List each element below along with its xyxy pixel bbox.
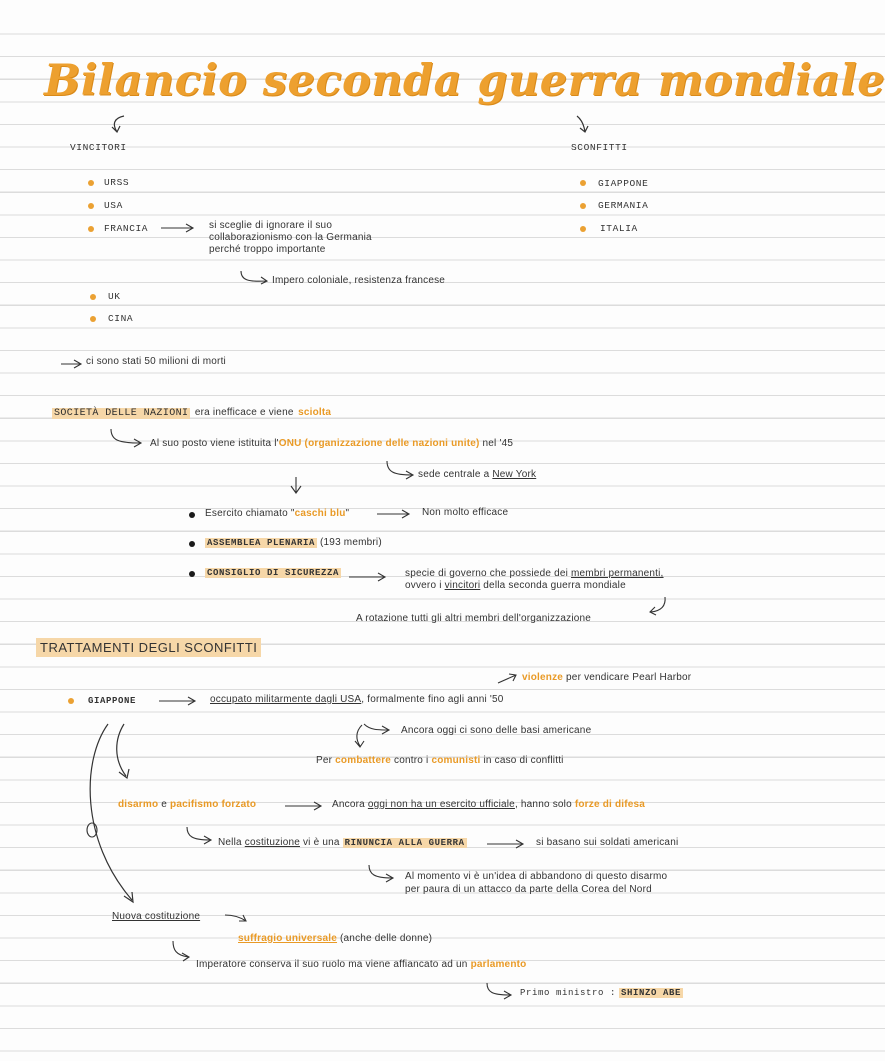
soldiers-note: si basano sui soldati americani	[536, 837, 679, 848]
arrow-up-right-icon	[496, 671, 520, 687]
pm-line: Primo ministro : SHINZO ABE	[520, 988, 682, 998]
winner-item: URSS	[104, 177, 130, 188]
arrow-right-icon	[284, 800, 324, 812]
arrow-bend-right-icon	[108, 428, 144, 448]
bullet-dot-icon	[189, 512, 195, 518]
bases-note: Ancora oggi ci sono delle basi americane	[401, 725, 592, 736]
arrow-right-icon	[158, 695, 198, 707]
bullet-dot-icon	[189, 541, 195, 547]
bullet-dot-icon	[88, 203, 94, 209]
bullet-dot-icon	[580, 226, 586, 232]
loser-item: GIAPPONE	[598, 178, 649, 189]
arrow-right-icon	[60, 358, 84, 370]
arrow-right-icon	[348, 571, 388, 583]
deaths-note: ci sono stati 50 milioni di morti	[86, 356, 226, 367]
winner-item: CINA	[108, 313, 134, 324]
france-note: si sceglie di ignorare il suo collaborazionismo con la Germania perché troppo importante	[209, 220, 372, 255]
arrow-branch-icon	[352, 722, 392, 750]
winner-item: UK	[108, 291, 121, 302]
bullet-dot-icon	[90, 294, 96, 300]
idea-note: Al momento vi è un'idea di abbandono di questo disarmo per paura di un attacco da parte della Corea del Nord	[405, 871, 668, 895]
no-army-line: Ancora oggi non ha un esercito ufficiale, hanno solo forze di difesa	[332, 799, 646, 810]
hq-line: sede centrale a New York	[418, 469, 537, 480]
losers-heading: SCONFITTI	[571, 142, 628, 153]
council-line: CONSIGLIO DI SICUREZZA	[207, 568, 340, 578]
bullet-dot-icon	[580, 203, 586, 209]
arrow-right-icon	[486, 838, 526, 850]
arrow-bend-right-icon	[366, 864, 396, 884]
fight-line: Per combattere contro i comunisti in caso di conflitti	[316, 755, 564, 766]
arrow-bend-right-icon	[238, 270, 270, 286]
suffrage-line: suffragio universale (anche delle donne)	[238, 933, 433, 944]
league-line: SOCIETÀ DELLE NAZIONI era inefficace e viene sciolta	[54, 407, 332, 419]
new-constitution: Nuova costituzione	[112, 911, 201, 922]
bullet-dot-icon	[90, 316, 96, 322]
arrow-bend-right-icon	[384, 460, 416, 480]
army-line: Esercito chiamato "caschi blu"	[205, 508, 350, 519]
bullet-dot-icon	[68, 698, 74, 704]
bullet-dot-icon	[189, 571, 195, 577]
council-note: specie di governo che possiede dei membri permanenti, ovvero i vincitori della seconda guerra mondiale	[405, 568, 664, 591]
arrow-bend-right-icon	[170, 940, 192, 962]
arrow-bend-right-icon	[484, 982, 514, 1000]
bullet-dot-icon	[88, 226, 94, 232]
arrow-curve-left-icon	[648, 596, 670, 616]
arrow-down-icon	[574, 114, 594, 136]
loser-item: ITALIA	[600, 223, 638, 234]
army-note: Non molto efficace	[422, 507, 509, 518]
treatment-heading: TRATTAMENTI DEGLI SCONFITTI	[36, 638, 261, 657]
disarm-line: disarmo e pacifismo forzato	[118, 799, 257, 810]
emperor-line: Imperatore conserva il suo ruolo ma viene affiancato ad un parlamento	[196, 959, 527, 970]
japan-label: GIAPPONE	[88, 696, 137, 706]
violence-line: violenze per vendicare Pearl Harbor	[522, 672, 692, 683]
arrow-right-icon	[224, 911, 250, 925]
loser-item: GERMANIA	[598, 200, 649, 211]
winners-heading: VINCITORI	[70, 142, 127, 153]
arrow-down-icon	[108, 114, 128, 136]
assembly-line: ASSEMBLEA PLENARIA (193 membri)	[207, 537, 382, 548]
occupied-line: occupato militarmente dagli USA, formalmente fino agli anni '50	[210, 694, 504, 705]
bullet-dot-icon	[580, 180, 586, 186]
arrow-bend-right-icon	[184, 826, 214, 846]
onu-line: Al suo posto viene istituita l'ONU (organizzazione delle nazioni unite) nel '45	[150, 438, 514, 449]
winner-item: FRANCIA	[104, 223, 149, 234]
france-sub: Impero coloniale, resistenza francese	[272, 275, 446, 286]
arrow-right-icon	[160, 222, 196, 234]
arrows-down-curve-icon	[74, 720, 154, 910]
page-title: Bilancio seconda guerra mondiale	[44, 56, 885, 106]
rotation-note: A rotazione tutti gli altri membri dell'organizzazione	[356, 613, 592, 624]
bullet-dot-icon	[88, 180, 94, 186]
constitution-line: Nella costituzione vi è una RINUNCIA ALLA GUERRA	[218, 837, 465, 848]
winner-item: USA	[104, 200, 123, 211]
arrow-right-icon	[376, 508, 412, 520]
league-name: SOCIETÀ DELLE NAZIONI	[54, 408, 189, 419]
arrow-down-icon	[288, 476, 304, 496]
